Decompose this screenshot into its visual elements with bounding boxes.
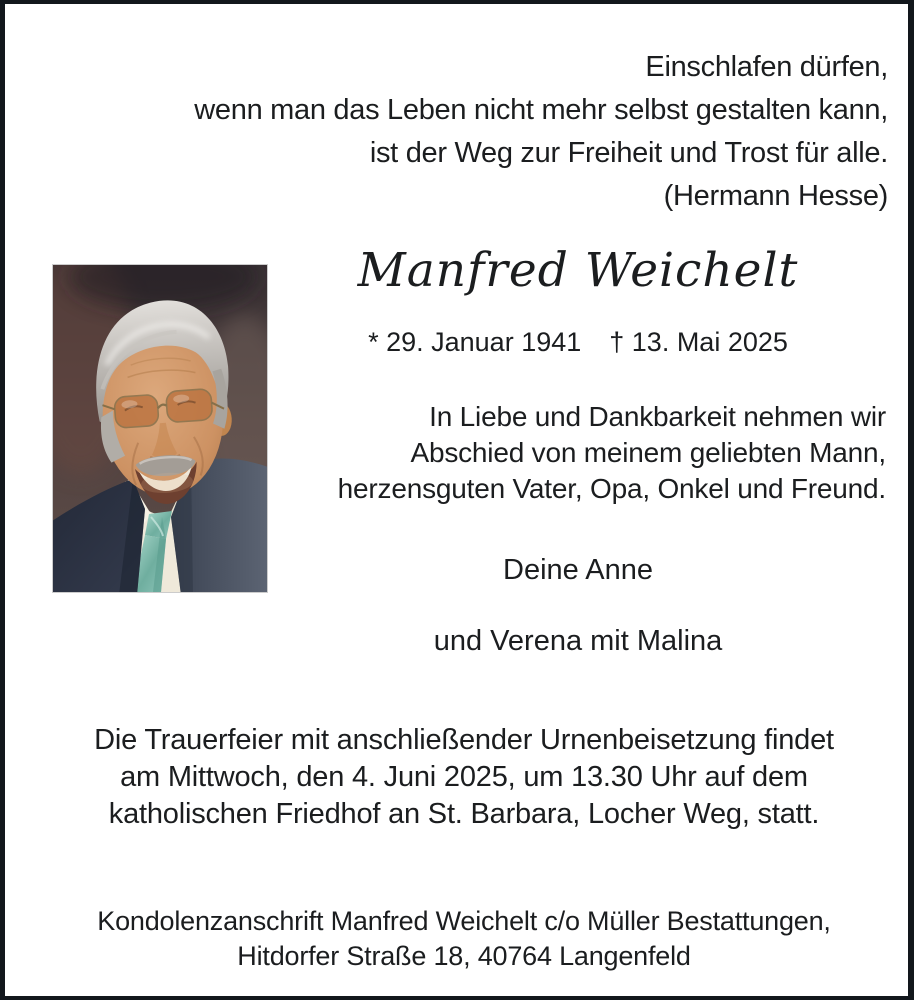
mourner-anne: Deine Anne xyxy=(503,554,653,586)
tribute-text xyxy=(338,399,886,507)
death-date: † 13. Mai 2025 xyxy=(609,327,788,357)
condolence-address-line: Hitdorfer Straße 18, 40764 Langenfeld xyxy=(237,941,691,971)
portrait-illustration xyxy=(53,265,267,592)
condolence-address-line: Kondolenzanschrift Manfred Weichelt c/o Müller Bestattungen, xyxy=(97,906,831,936)
quote-attribution: (Hermann Hesse) xyxy=(663,180,888,212)
tribute-line: In Liebe und Dankbarkeit nehmen wir xyxy=(429,401,886,432)
memorial-quote-line: wenn man das Leben nicht mehr selbst gestalten kann, xyxy=(194,94,888,126)
life-dates xyxy=(266,326,890,358)
deceased-name: Manfred Weichelt xyxy=(357,243,799,298)
ceremony-info-line: Die Trauerfeier mit anschließender Urnenbeisetzung findet xyxy=(94,724,834,756)
tribute-line: Abschied von meinem geliebten Mann, xyxy=(410,437,886,468)
condolence-address xyxy=(38,904,890,974)
memorial-quote xyxy=(194,46,888,218)
birth-date: * 29. Januar 1941 xyxy=(368,327,582,357)
memorial-quote-line: ist der Weg zur Freiheit und Trost für alle. xyxy=(369,137,888,169)
ceremony-info-line: katholischen Friedhof an St. Barbara, Locher Weg, statt. xyxy=(108,798,820,830)
ceremony-info-line: am Mittwoch, den 4. Juni 2025, um 13.30 Uhr auf dem xyxy=(120,761,808,793)
mourner-verena-malina: und Verena mit Malina xyxy=(433,625,723,657)
ceremony-info xyxy=(38,722,890,833)
memorial-quote-line: Einschlafen dürfen, xyxy=(645,51,888,83)
portrait-photo xyxy=(52,264,268,593)
tribute-line: herzensguten Vater, Opa, Onkel und Freund. xyxy=(337,473,886,504)
